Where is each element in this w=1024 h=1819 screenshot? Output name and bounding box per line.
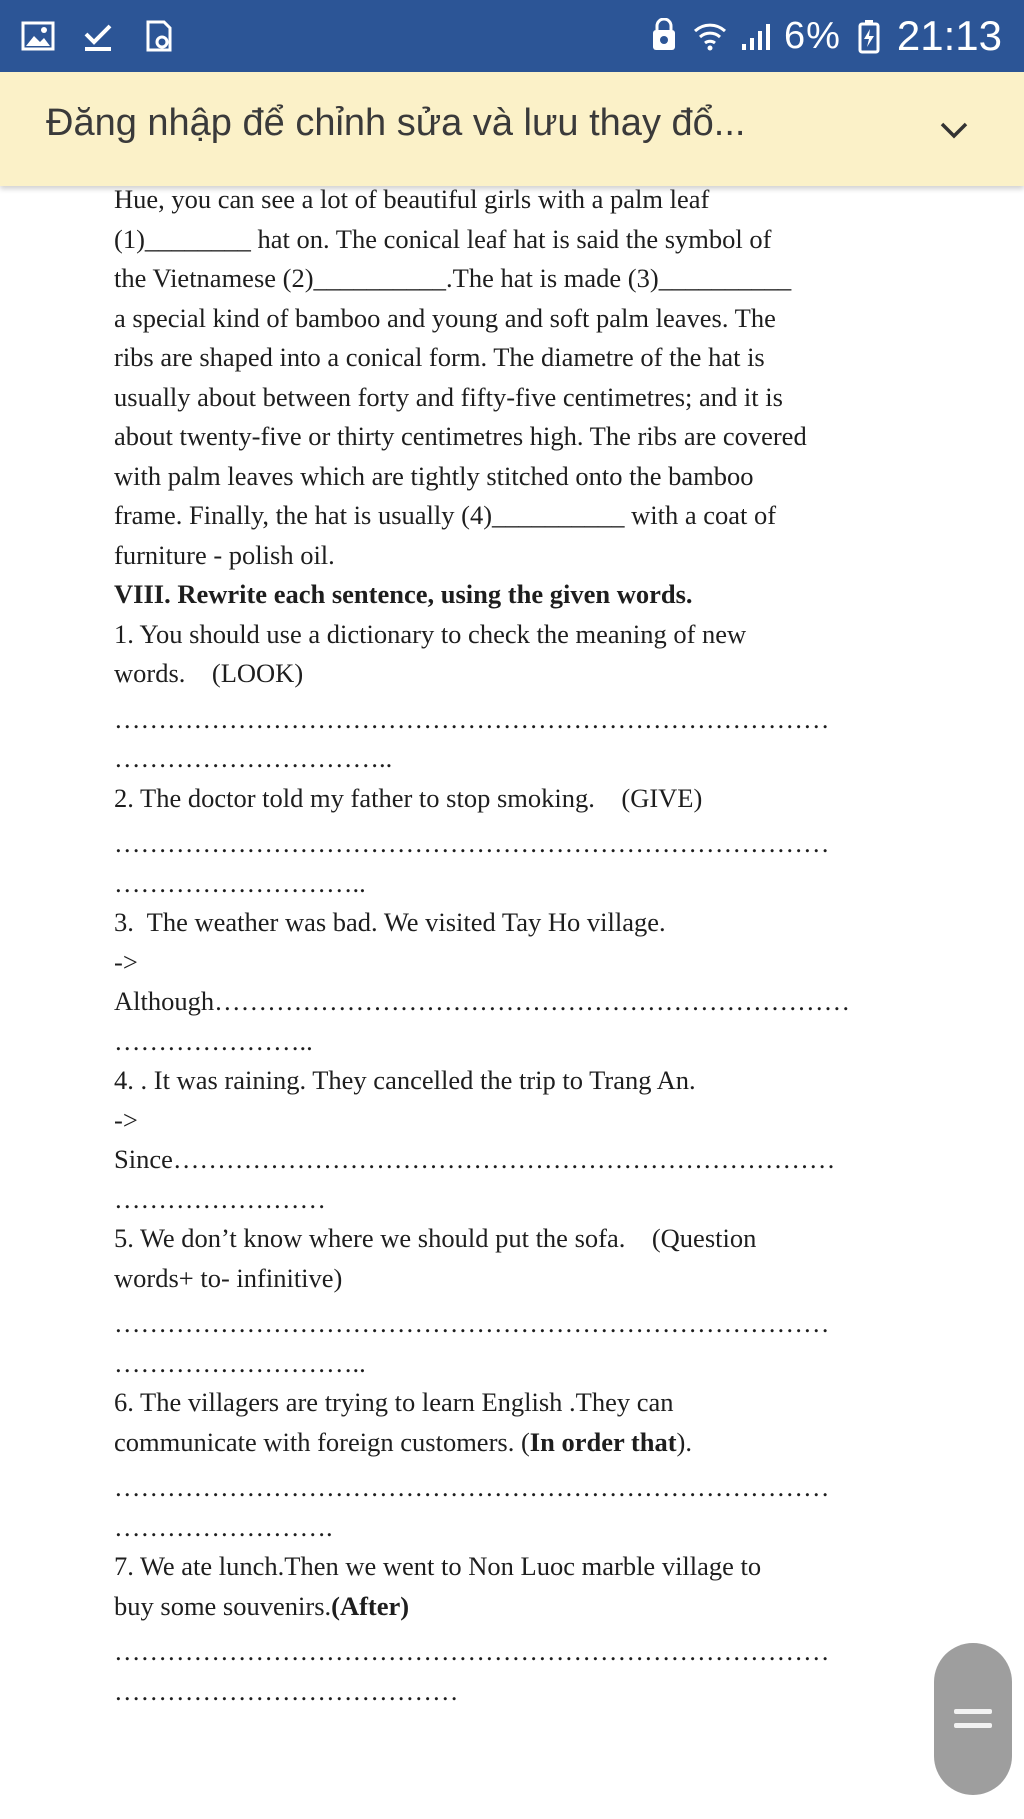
passage-line: the Vietnamese (2)__________.The hat is made (3)__________ (114, 263, 792, 293)
question-5: words+ to- infinitive) (114, 1262, 343, 1293)
chevron-down-icon[interactable] (934, 110, 974, 150)
given-words: In order that (529, 1426, 677, 1457)
signal-icon (738, 18, 774, 54)
passage-line: (1)________ hat on. The conical leaf hat is said the symbol of (114, 223, 772, 254)
question-text: communicate with foreign customers. ( (114, 1426, 530, 1457)
answer-line: ………………………….. (114, 743, 393, 773)
answer-line: Although……………………………………………………………… (114, 986, 851, 1016)
answer-line: ………………….. (114, 1025, 313, 1056)
passage-line: furniture - polish oil. (114, 539, 335, 570)
passage-line: Hue, you can see a lot of beautiful girls with a palm leaf (114, 184, 710, 214)
question-6 (114, 1423, 914, 1463)
question-3: 3. The weather was bad. We visited Tay Ho village. (114, 907, 666, 937)
passage-line: frame. Finally, the hat is usually (4)__________ with a coat of (114, 500, 777, 530)
question-5: 5. We don’t know where we should put the sofa. (Question (114, 1223, 757, 1253)
recycle-lock-icon (646, 18, 682, 54)
status-bar (0, 0, 1024, 72)
answer-line: …………………… (114, 1183, 326, 1214)
arrow-marker: -> (114, 1104, 138, 1135)
question-text: buy some souvenirs. (114, 1590, 332, 1621)
question-1: 1. You should use a dictionary to check the meaning of new (114, 618, 747, 649)
passage-line: a special kind of bamboo and young and soft palm leaves. The (114, 302, 776, 333)
arrow-marker: -> (114, 946, 138, 977)
passage-line: about twenty-five or thirty centimetres high. The ribs are covered (114, 421, 807, 451)
answer-line: ……………………. (114, 1511, 333, 1542)
passage-line: usually about between forty and fifty-five centimetres; and it is (114, 381, 783, 412)
answer-line: Since………………………………………………………………… (114, 1144, 836, 1174)
section-heading: VIII. Rewrite each sentence, using the given words. (114, 579, 693, 609)
question-7: 7. We ate lunch.Then we went to Non Luoc marble village to (114, 1551, 762, 1581)
system-status (646, 10, 1002, 62)
answer-line: ……………………………………………………………………… (114, 703, 830, 734)
answer-line: ……………………….. (114, 1347, 366, 1378)
question-2: 2. The doctor told my father to stop smoking. (GIVE) (114, 782, 703, 813)
answer-line: ………………………………… (114, 1675, 459, 1706)
battery-percent: 6% (783, 15, 841, 57)
question-6: 6. The villagers are trying to learn English .They can (114, 1387, 674, 1417)
passage-line: ribs are shaped into a conical form. The diametre of the hat is (114, 342, 765, 372)
given-words: (After) (331, 1590, 410, 1621)
scroll-handle[interactable] (934, 1643, 1012, 1795)
question-4: 4. . It was raining. They cancelled the trip to Trang An. (114, 1065, 696, 1095)
answer-line: ……………………………………………………………………… (114, 1636, 830, 1666)
document-page (114, 180, 914, 1711)
gallery-icon (20, 18, 56, 54)
answer-line: ……………………………………………………………………… (114, 1472, 830, 1502)
edit-login-banner[interactable] (0, 72, 1024, 186)
battery-icon (851, 18, 887, 54)
question-1: words. (LOOK) (114, 658, 304, 688)
banner-text: Đăng nhập để chỉnh sửa và lưu thay đổ... (46, 102, 746, 144)
passage-line: with palm leaves which are tightly stitched onto the bamboo (114, 460, 754, 491)
handle-grip-line (954, 1709, 992, 1714)
notification-icons (20, 18, 176, 54)
question-7 (114, 1587, 914, 1627)
question-text: ). (676, 1426, 692, 1457)
clock: 21:13 (896, 12, 1002, 59)
answer-line: ……………………………………………………………………… (114, 1308, 830, 1338)
download-done-icon (80, 18, 116, 54)
answer-line: ……………………….. (114, 867, 366, 898)
wifi-icon (692, 18, 728, 54)
handle-grip-line (954, 1723, 992, 1728)
answer-line: ……………………………………………………………………… (114, 828, 830, 858)
screenshot-icon (140, 18, 176, 54)
